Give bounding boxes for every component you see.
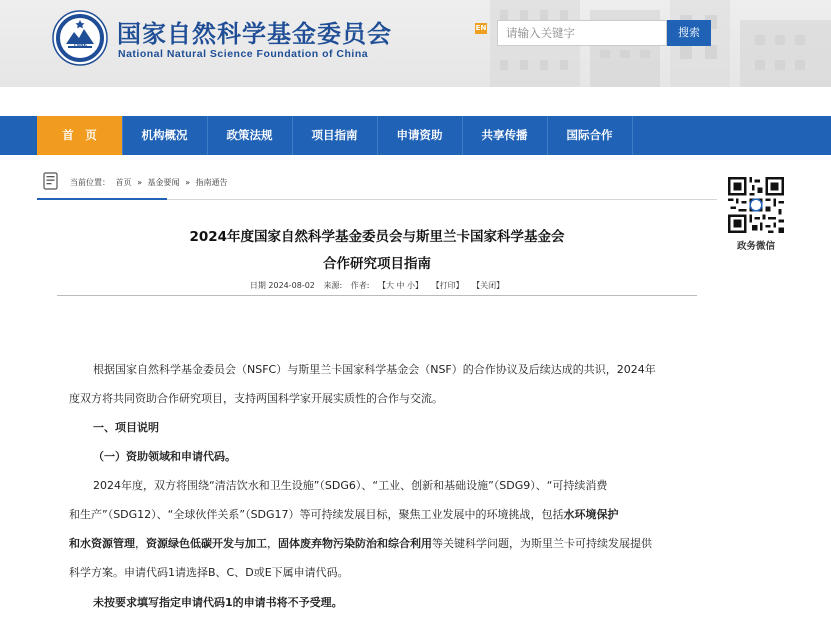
para2-line1: 2024年度，双方将围绕“清洁饮水和卫生设施”（SDG6）、“工业、创新和基础设施”（SDG9）、“可持续消费 [93, 479, 608, 492]
wechat-qr-code[interactable] [728, 177, 784, 233]
subsection-heading-1: （一）资助领域和申请代码。 [93, 450, 236, 463]
para2-line3-text: 等关键科学问题，为斯里兰卡可持续发展提供 [432, 537, 652, 550]
nsfc-emblem-logo[interactable] [52, 10, 108, 66]
site-header [0, 0, 831, 87]
font-size-switcher[interactable]: 【大 中 小】 [377, 281, 424, 290]
breadcrumb-news[interactable]: 基金要闻 [147, 178, 180, 187]
org-name-cn[interactable]: 国家自然科学基金委员会 [117, 20, 392, 48]
title-divider [57, 295, 697, 296]
breadcrumb-separator: » [137, 178, 142, 187]
print-link[interactable]: 【打印】 [431, 281, 464, 290]
nav-item-policies[interactable]: 政策法规 [226, 128, 273, 142]
para2-line2-text: 和生产”（SDG12）、“全球伙伴关系”（SDG17）等可持续发展目标，聚焦工业发展中的环境挑战，包括 [69, 508, 564, 521]
para2-line3-bold-c: 固体废弃物污染防治和综合利用 [278, 537, 432, 550]
breadcrumb-notices[interactable]: 指南通告 [195, 178, 228, 187]
article-source: 来源: [323, 281, 343, 290]
article-title-line1: 2024年度国家自然科学基金委员会与斯里兰卡国家科学基金会 [189, 229, 565, 245]
para2-line3 [69, 535, 652, 551]
breadcrumb-home[interactable]: 首页 [115, 178, 132, 187]
location-doc-icon [43, 172, 58, 190]
para2-line3-bold-b: 资源绿色低碳开发与加工 [146, 537, 267, 550]
nav-item-sharing[interactable]: 共享传播 [481, 128, 528, 142]
nav-item-home[interactable]: 首 页 [37, 116, 122, 155]
para2-line3-comma: ， [267, 537, 278, 550]
english-site-link[interactable]: EN [475, 24, 487, 32]
article-title-line2: 合作研究项目指南 [323, 256, 431, 272]
para2-line4: 科学方案。申请代码1请选择B、C、D或E下属申请代码。 [69, 566, 349, 579]
search-button[interactable]: 搜索 [667, 20, 711, 46]
warning-line: 未按要求填写指定申请代码1的申请书将不予受理。 [93, 596, 343, 609]
breadcrumb-prefix: 当前位置： [70, 178, 110, 187]
nav-item-about[interactable]: 机构概况 [141, 128, 188, 142]
nav-item-guides[interactable]: 项目指南 [311, 128, 358, 142]
para2-line2 [69, 506, 619, 522]
main-nav [0, 116, 831, 155]
article-meta [57, 280, 697, 291]
breadcrumb [70, 177, 231, 188]
org-name-en: National Natural Science Foundation of China [118, 48, 369, 60]
article-date: 日期 2024-08-02 [249, 281, 315, 290]
intro-line1: 根据国家自然科学基金委员会（NSFC）与斯里兰卡国家科学基金会（NSF）的合作协议及后续达成的共识，2024年 [93, 363, 656, 376]
nav-divider [632, 116, 633, 155]
search-input[interactable]: 请输入关键字 [497, 20, 667, 46]
nav-item-apply[interactable]: 申请资助 [396, 128, 443, 142]
section-heading-1: 一、项目说明 [93, 421, 159, 434]
breadcrumb-separator: » [185, 178, 190, 187]
article-author: 作者: [350, 281, 370, 290]
emblem-year: 1986 [73, 43, 87, 49]
breadcrumb-underline [37, 198, 167, 200]
qr-label: 政务微信 [736, 241, 775, 252]
close-link[interactable]: 【关闭】 [472, 281, 505, 290]
para2-line3-comma: ， [135, 537, 146, 550]
intro-line2: 度双方将共同资助合作研究项目，支持两国科学家开展实质性的合作与交流。 [69, 392, 443, 405]
para2-line3-bold-a: 和水资源管理 [69, 537, 135, 550]
para2-line2-bold: 水环境保护 [563, 508, 619, 521]
nav-item-international[interactable]: 国际合作 [566, 128, 613, 142]
breadcrumb-divider [167, 199, 717, 200]
